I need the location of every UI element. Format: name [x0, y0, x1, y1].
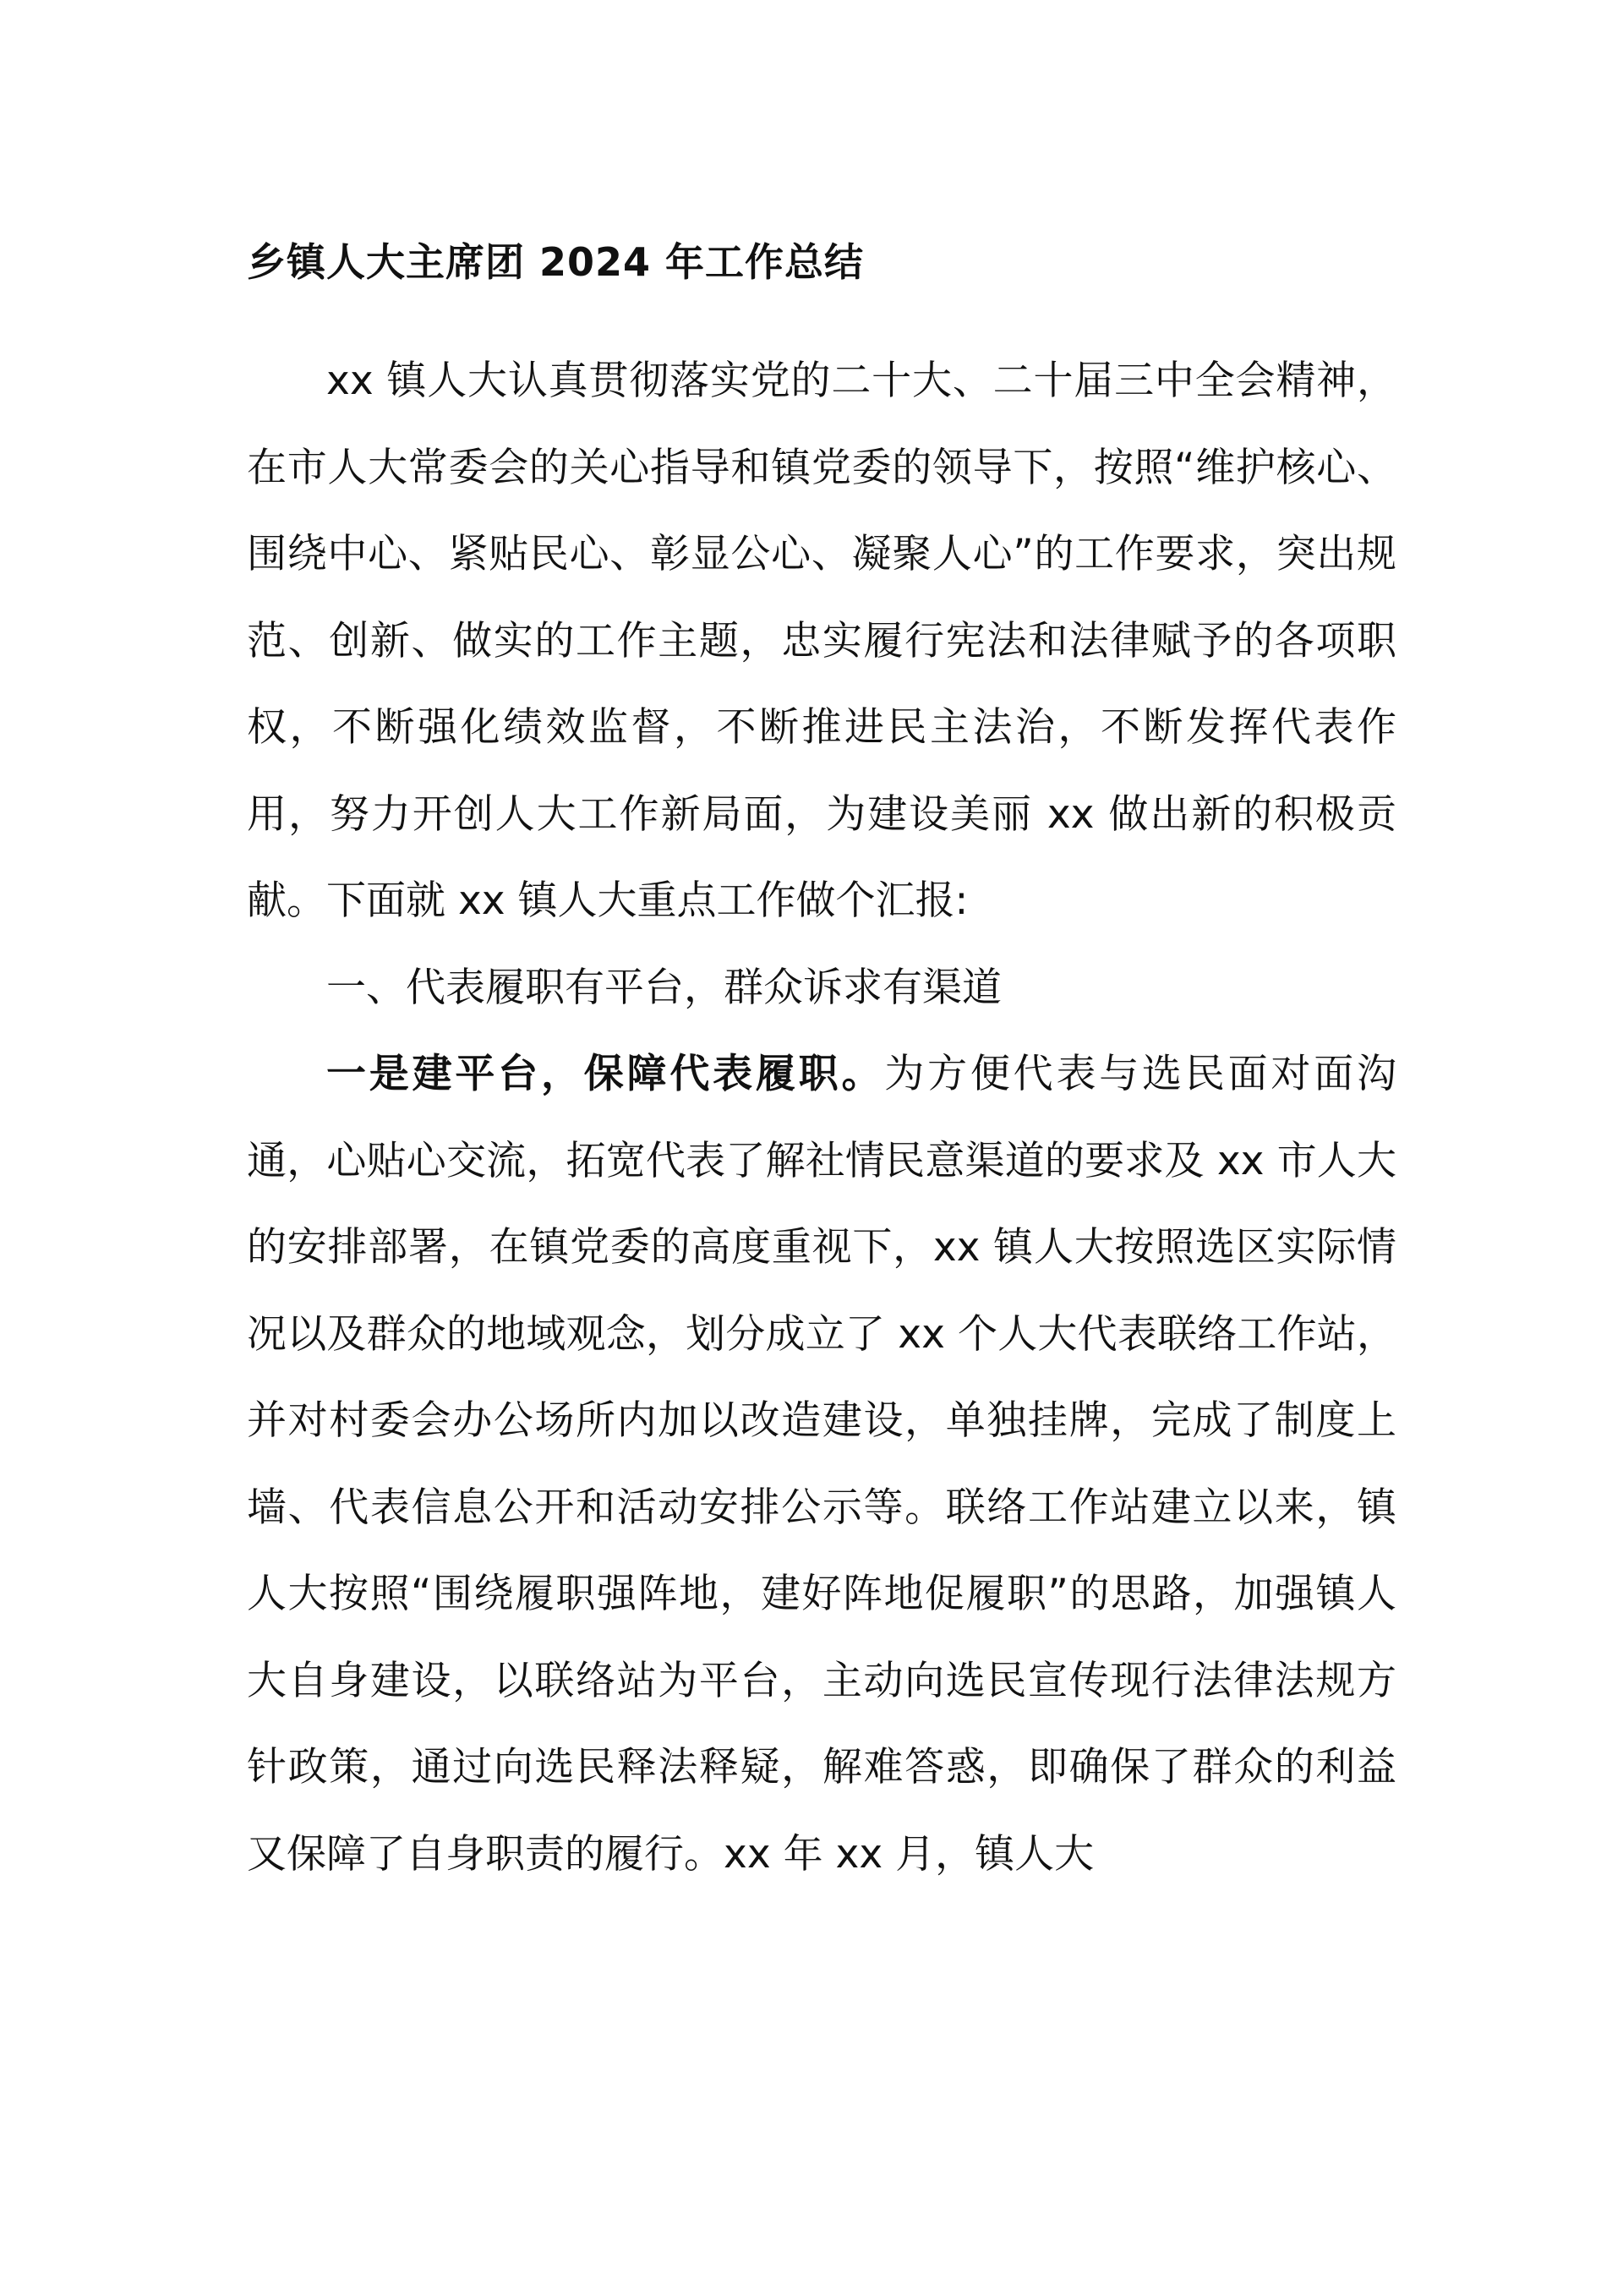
point-one-text: 为方便代表与选民面对面沟通，心贴心交流，拓宽代表了解社情民意渠道的要求及 xx 市人大的安排部署，在镇党委的高度重视下，xx 镇人大按照选区实际情况以及群众的地域观念，划分成立了 xx 个人大代表联络工作站，并对村委会办公场所内加以改造建设，单独挂牌，完成了制度上墙、代表信息公开和活动安排公示等。联络工作站建立以来，镇人大按照“围绕履职强阵地，建好阵地促履职”的思路，加强镇人大自身建设，以联络站为平台，主动向选民宣传现行法律法规方针政策，通过向选民释法释疑，解难答惑，即确保了群众的利益又保障了自身职责的履行。xx 年 xx 月，镇人大 — [247, 1051, 1397, 1878]
intro-paragraph-text: xx 镇人大认真贯彻落实党的二十大、二十届三中全会精神，在市人大常委会的关心指导和镇党委的领导下，按照“维护核心、围绕中心、紧贴民心、彰显公心、凝聚人心”的工作要求，突出规范、创新、做实的工作主题，忠实履行宪法和法律赋予的各项职权，不断强化绩效监督，不断推进民主法治，不断发挥代表作用，努力开创人大工作新局面，为建设美丽 xx 做出新的积极贡献。下面就 xx 镇人大重点工作做个汇报: — [247, 358, 1396, 924]
document-body — [247, 338, 1396, 1898]
intro-paragraph — [247, 338, 1396, 945]
document-title: 乡镇人大主席团 2024 年工作总结 — [247, 239, 865, 285]
section-heading-text: 一、代表履职有平台，群众诉求有渠道 — [326, 964, 1002, 1011]
point-one-lead: 一是建平台，保障代表履职。 — [326, 1051, 885, 1097]
section-heading-one — [247, 945, 1396, 1032]
point-one-paragraph — [247, 1031, 1396, 1898]
